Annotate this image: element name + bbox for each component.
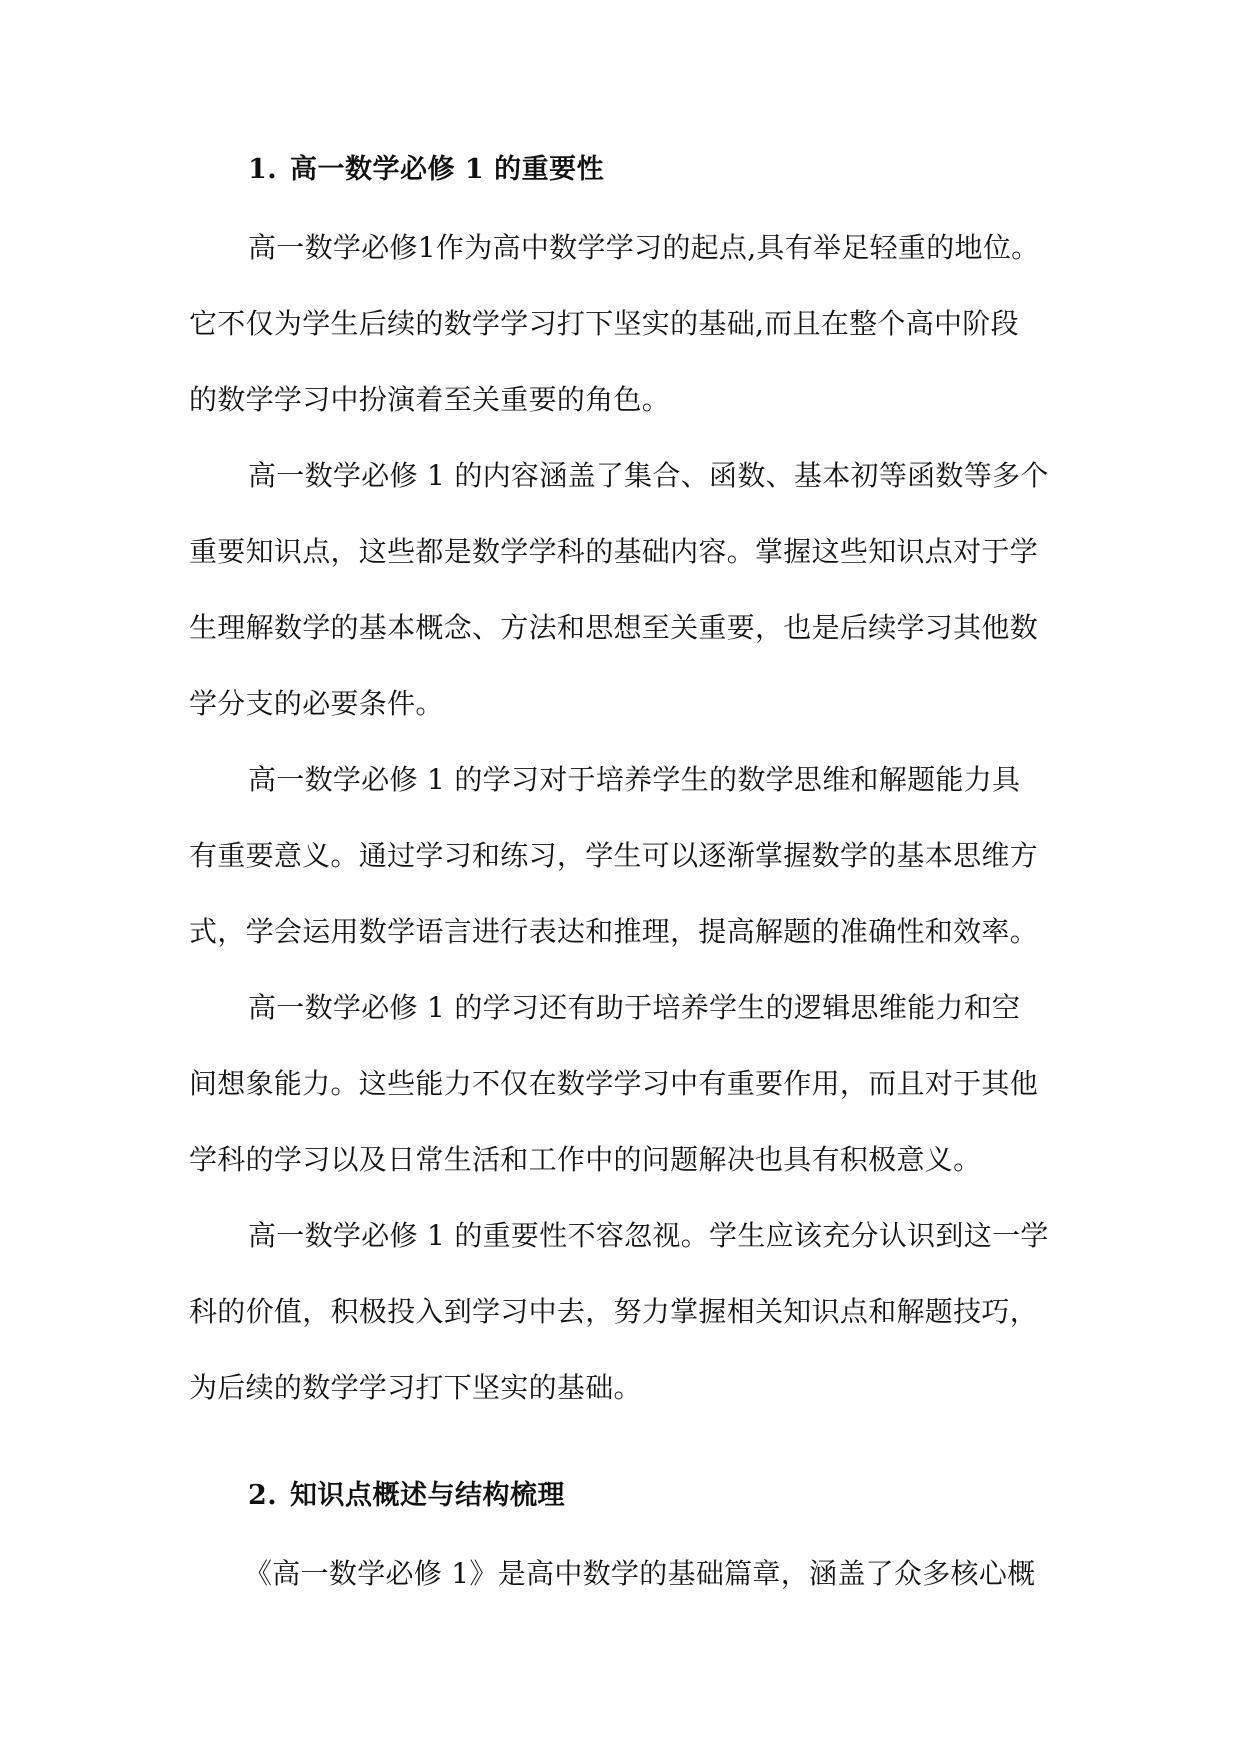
paragraph-line: 高一数学必修 1 的学习还有助于培养学生的逻辑思维能力和空 [248,991,1021,1024]
paragraph-line: 高一数学必修 1 的内容涵盖了集合、函数、基本初等函数等多个 [248,459,1049,492]
paragraph-line: 为后续的数学学习打下坚实的基础。 [189,1371,642,1404]
section-heading-2 [248,1478,565,1514]
paragraph-line: 有重要意义。通过学习和练习，学生可以逐渐掌握数学的基本思维方 [189,839,1039,872]
paragraph-line: 的数学学习中扮演着至关重要的角色。 [189,383,671,416]
paragraph-line: 科的价值，积极投入到学习中去，努力掌握相关知识点和解题技巧， [189,1295,1039,1328]
paragraph-line: 式，学会运用数学语言进行表达和推理，提高解题的准确性和效率。 [189,915,1039,948]
paragraph-line: 生理解数学的基本概念、方法和思想至关重要，也是后续学习其他数 [189,611,1039,644]
paragraph-line: 高一数学必修 1 的学习对于培养学生的数学思维和解题能力具 [248,763,1021,796]
paragraph-line: 重要知识点，这些都是数学学科的基础内容。掌握这些知识点对于学 [189,535,1039,568]
section-heading-1 [248,152,604,188]
section-number: 1. [248,154,278,185]
paragraph-line: 学科的学习以及日常生活和工作中的问题解决也具有积极意义。 [189,1143,982,1176]
section-number: 2. [248,1480,278,1511]
paragraph-line: 它不仅为学生后续的数学学习打下坚实的基础,而且在整个高中阶段 [189,307,1019,340]
section-title: 高一数学必修 1 的重要性 [290,154,605,185]
paragraph-line: 高一数学必修 1 的重要性不容忽视。学生应该充分认识到这一学 [248,1219,1049,1252]
paragraph-line: 《高一数学必修 1》是高中数学的基础篇章，涵盖了众多核心概 [244,1557,1036,1590]
paragraph-line: 间想象能力。这些能力不仅在数学学习中有重要作用，而且对于其他 [189,1067,1039,1100]
section-title: 知识点概述与结构梳理 [290,1480,565,1511]
paragraph-line: 学分支的必要条件。 [189,687,444,720]
paragraph-line: 高一数学必修1作为高中数学学习的起点,具有举足轻重的地位。 [248,231,1040,264]
